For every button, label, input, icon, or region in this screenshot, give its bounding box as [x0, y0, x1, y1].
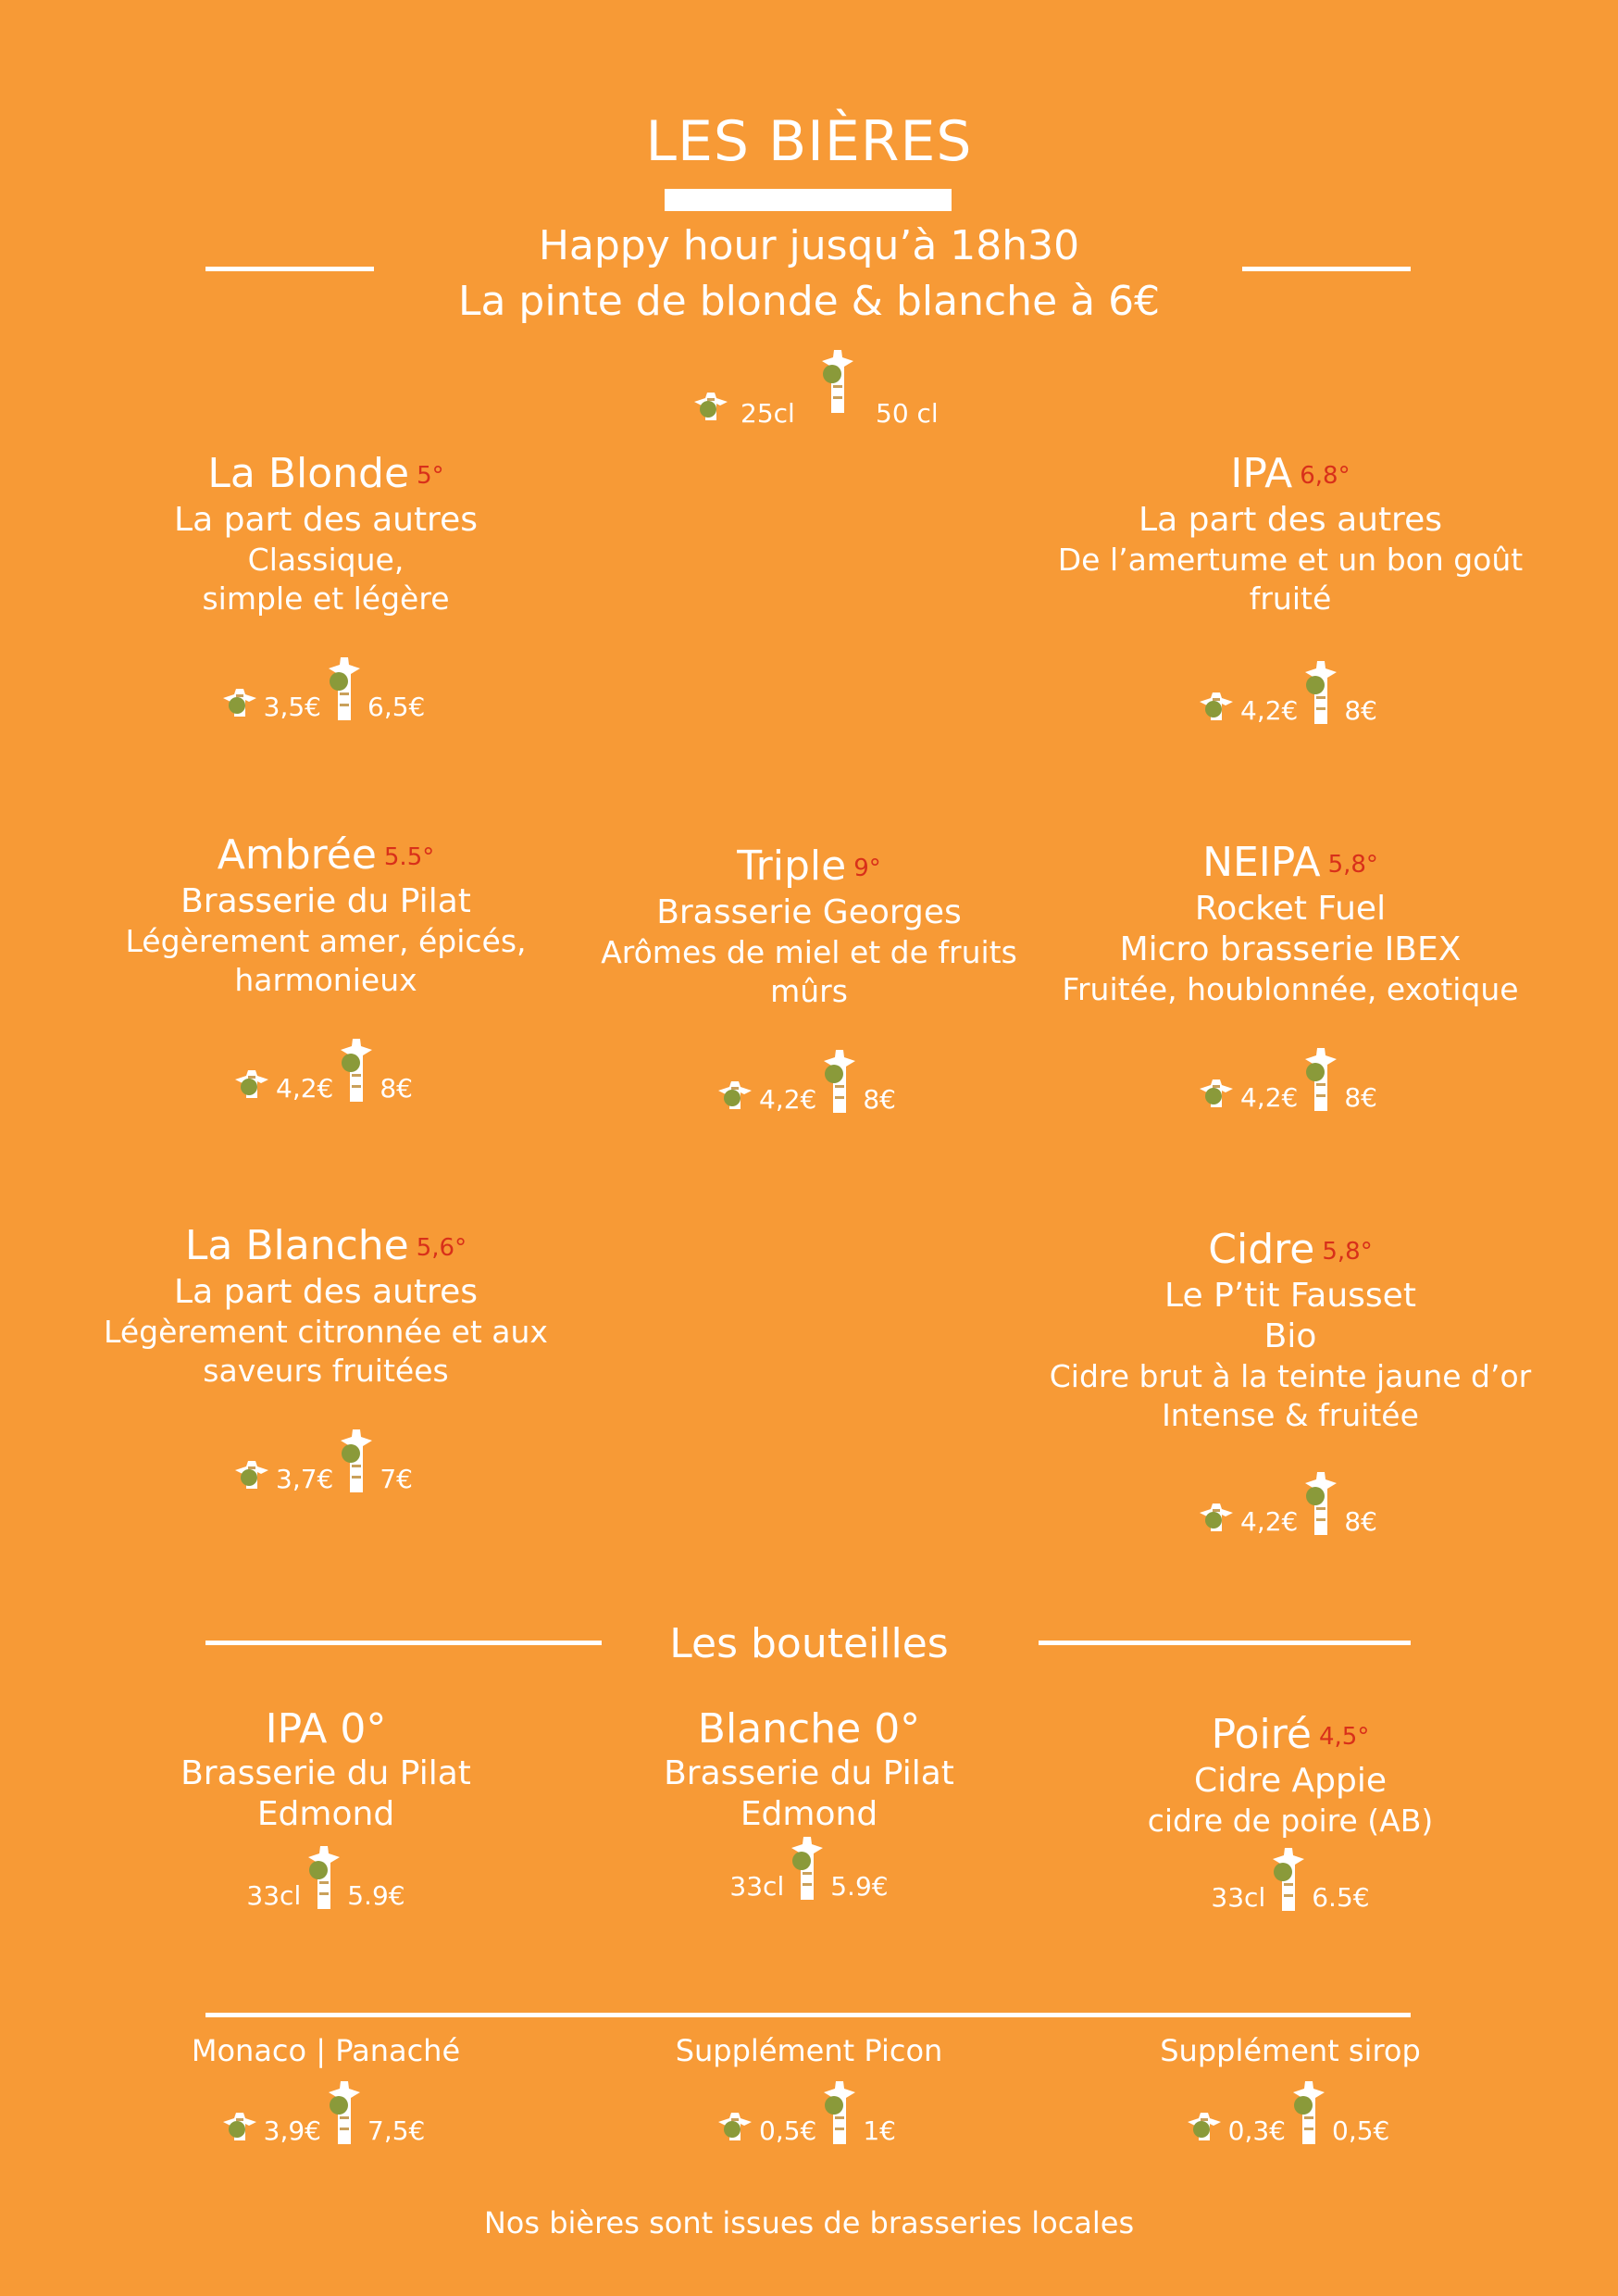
large-glass-icon: [327, 655, 362, 722]
price-large: 8€: [1344, 695, 1377, 726]
beer-desc: fruité: [1249, 580, 1332, 617]
small-glass-icon: [1198, 1076, 1235, 1113]
beer-degree: 9°: [853, 855, 881, 882]
legend-small-size: 25cl: [741, 398, 795, 429]
beer-la-blonde: [67, 450, 585, 722]
title-underline: [665, 189, 952, 211]
beer-desc: mûrs: [770, 973, 848, 1009]
beer-brewery: La part des autres: [1139, 501, 1442, 539]
price-large: 7€: [380, 1464, 413, 1494]
large-glass-icon: [822, 1048, 857, 1115]
beer-desc: saveurs fruitées: [203, 1353, 449, 1389]
beer-desc: Fruitée, houblonnée, exotique: [1062, 971, 1519, 1007]
large-glass-icon: [327, 2079, 362, 2146]
beer-degree: 6,8°: [1300, 462, 1350, 490]
beer-brewery: Brasserie du Pilat: [180, 882, 471, 920]
price-row: [1031, 2079, 1550, 2146]
small-glass-icon: [716, 2109, 753, 2146]
beer-desc: Intense & fruitée: [1162, 1397, 1419, 1433]
footer-note: Nos bières sont issues de brasseries locales: [483, 2205, 1135, 2240]
bottle-sub: cidre de poire (AB): [1147, 1803, 1434, 1839]
price-small: 4,2€: [1240, 1506, 1299, 1537]
beer-degree: 5.5°: [383, 843, 435, 871]
beer-name: La Blonde: [207, 450, 410, 497]
beer-desc: Classique,: [247, 542, 404, 578]
beer-name: La Blanche: [184, 1222, 409, 1269]
large-glass-icon: [820, 348, 855, 415]
price-row: [550, 1835, 1068, 1902]
beer-desc: harmonieux: [234, 962, 417, 998]
price-small: 0,5€: [759, 2115, 817, 2146]
bottle-ipa-0: [67, 1705, 585, 1911]
bottle-sub: Edmond: [256, 1795, 395, 1833]
price-small: 3,7€: [276, 1464, 334, 1494]
price-row: [1031, 1470, 1550, 1537]
bottles-heading: Les bouteilles: [669, 1620, 949, 1667]
extra-monaco-panache: [67, 2033, 585, 2146]
beer-desc: Arômes de miel et de fruits: [601, 934, 1017, 970]
beer-degree: 5,8°: [1327, 851, 1378, 879]
extra-label: Supplément sirop: [1160, 2033, 1421, 2068]
beer-desc: Légèrement amer, épicés,: [125, 923, 527, 959]
price-row: [1031, 659, 1550, 726]
price-large: 8€: [380, 1073, 413, 1104]
beer-desc: De l’amertume et un bon goût: [1057, 542, 1524, 578]
price-large: 8€: [1344, 1082, 1377, 1113]
bottle-brewery: Brasserie du Pilat: [180, 1754, 471, 1792]
extra-label: Supplément Picon: [675, 2033, 943, 2068]
beer-la-blanche: [67, 1222, 585, 1494]
price-small: 4,2€: [759, 1084, 817, 1115]
price-row: [67, 1037, 585, 1104]
price-row: [67, 2079, 585, 2146]
extra-picon: [550, 2033, 1068, 2146]
beer-brewery: La part des autres: [174, 501, 478, 539]
price-large: 8€: [1344, 1506, 1377, 1537]
price-large: 0,5€: [1332, 2115, 1390, 2146]
legend-large-size: 50 cl: [876, 398, 939, 429]
price-large: 6,5€: [367, 692, 426, 722]
price-row: [550, 1048, 1068, 1115]
large-glass-icon: [1291, 2079, 1326, 2146]
price-small: 4,2€: [276, 1073, 334, 1104]
price-small: 3,9€: [263, 2115, 321, 2146]
bottle-name: Poiré: [1211, 1711, 1312, 1758]
bottle-size: 33cl: [1211, 1882, 1266, 1913]
size-legend: [692, 348, 989, 431]
beer-ipa: [1031, 450, 1550, 726]
large-glass-icon: [790, 1835, 825, 1902]
bottle-degree: 4,5°: [1318, 1723, 1370, 1751]
beer-desc: simple et légère: [202, 580, 450, 617]
beer-cidre: [1031, 1226, 1550, 1537]
beer-brewery: Brasserie Georges: [656, 893, 962, 931]
bottle-name: IPA 0°: [265, 1705, 387, 1753]
large-glass-icon: [1303, 659, 1338, 726]
bottle-sub: Edmond: [740, 1795, 878, 1833]
price-large: 7,5€: [367, 2115, 426, 2146]
bottle-size: 33cl: [729, 1871, 785, 1902]
beer-degree: 5,8°: [1322, 1238, 1373, 1266]
bottle-price: 5.9€: [830, 1871, 889, 1902]
large-glass-icon: [1271, 1846, 1306, 1913]
beer-ambree: [67, 831, 585, 1104]
bottle-name: Blanche 0°: [697, 1705, 921, 1753]
small-glass-icon: [716, 1078, 753, 1115]
divider-extras: [205, 2013, 1411, 2017]
price-large: 8€: [863, 1084, 896, 1115]
bottle-brewery: Cidre Appie: [1193, 1762, 1388, 1800]
beer-neipa: [1031, 839, 1550, 1113]
page-title: LES BIÈRES: [645, 109, 973, 174]
beer-name: NEIPA: [1202, 839, 1321, 886]
large-glass-icon: [1303, 1046, 1338, 1113]
beer-desc: Légèrement citronnée et aux: [104, 1314, 548, 1350]
large-glass-icon: [822, 2079, 857, 2146]
large-glass-icon: [339, 1428, 374, 1494]
price-row: [1031, 1846, 1550, 1913]
large-glass-icon: [1303, 1470, 1338, 1537]
price-row: [550, 2079, 1068, 2146]
price-large: 1€: [863, 2115, 896, 2146]
beer-triple: [550, 842, 1068, 1115]
bottle-blanche-0: [550, 1705, 1068, 1902]
large-glass-icon: [339, 1037, 374, 1104]
beer-degree: 5,6°: [416, 1234, 467, 1262]
price-small: 3,5€: [263, 692, 321, 722]
happy-hour-text: Happy hour jusqu’à 18h30: [538, 222, 1080, 269]
beer-name: Ambrée: [217, 831, 377, 879]
bottle-poire: [1031, 1711, 1550, 1913]
small-glass-icon: [1198, 1500, 1235, 1537]
small-glass-icon: [1186, 2109, 1223, 2146]
small-glass-icon: [692, 389, 729, 426]
beer-brewery: La part des autres: [174, 1273, 478, 1311]
beer-brewery: Le P’tit Fausset: [1164, 1277, 1416, 1315]
beer-brewery: Rocket Fuel: [1194, 890, 1387, 928]
extra-sirop: [1031, 2033, 1550, 2146]
small-glass-icon: [221, 2109, 258, 2146]
price-row: [67, 1844, 585, 1911]
small-glass-icon: [233, 1457, 270, 1494]
price-row: [1031, 1046, 1550, 1113]
beer-brewery-2: Bio: [1263, 1317, 1317, 1355]
price-row: [67, 655, 585, 722]
bottle-price: 5.9€: [347, 1880, 405, 1911]
beer-name: Triple: [737, 842, 847, 890]
beer-desc: Cidre brut à la teinte jaune d’or: [1049, 1358, 1532, 1394]
bottle-price: 6.5€: [1312, 1882, 1370, 1913]
promo-text: La pinte de blonde & blanche à 6€: [457, 278, 1161, 325]
price-row: [67, 1428, 585, 1494]
large-glass-icon: [306, 1844, 342, 1911]
bottle-brewery: Brasserie du Pilat: [664, 1754, 954, 1792]
beer-degree: 5°: [417, 462, 444, 490]
beer-name: IPA: [1230, 450, 1293, 497]
bottle-size: 33cl: [246, 1880, 302, 1911]
small-glass-icon: [233, 1067, 270, 1104]
small-glass-icon: [221, 685, 258, 722]
price-small: 4,2€: [1240, 695, 1299, 726]
beer-brewery-2: Micro brasserie IBEX: [1119, 930, 1462, 968]
extra-label: Monaco | Panaché: [191, 2033, 461, 2068]
price-small: 4,2€: [1240, 1082, 1299, 1113]
small-glass-icon: [1198, 689, 1235, 726]
price-small: 0,3€: [1227, 2115, 1286, 2146]
beer-name: Cidre: [1208, 1226, 1315, 1273]
